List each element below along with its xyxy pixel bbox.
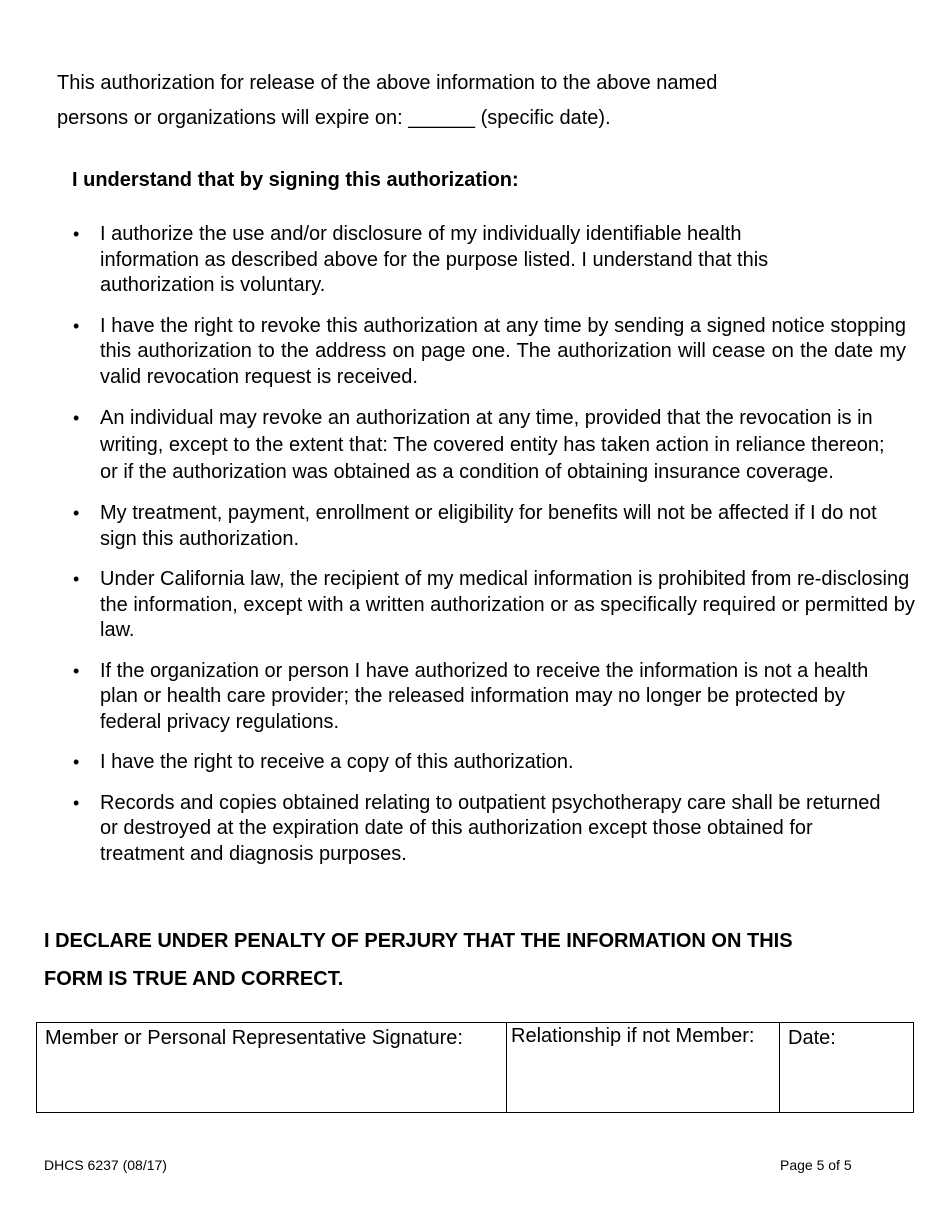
bullet-icon: • <box>73 224 80 244</box>
expiration-statement <box>57 66 877 136</box>
list-item-text: My treatment, payment, enrollment or eligibility for benefits will not be affected if I do not sign this authorization. <box>100 502 877 550</box>
relationship-field[interactable] <box>507 1023 780 1113</box>
date-label: Date: <box>788 1027 836 1049</box>
list-item <box>73 501 910 552</box>
table-row <box>37 1023 914 1113</box>
bullet-icon: • <box>73 569 80 589</box>
signature-label: Member or Personal Representative Signature: <box>45 1027 463 1049</box>
list-item-text: I authorize the use and/or disclosure of my individually identifiable health information as described above for the purpose listed. I understand that this authorization is voluntary. <box>100 223 769 296</box>
authorization-terms-list <box>73 222 915 882</box>
declaration-line-1: I DECLARE UNDER PENALTY OF PERJURY THAT THE INFORMATION ON THIS <box>44 930 793 952</box>
page-number: Page 5 of 5 <box>780 1157 852 1173</box>
expiration-line-1: This authorization for release of the above information to the above named <box>57 72 718 94</box>
bullet-icon: • <box>73 792 80 813</box>
form-id: DHCS 6237 (08/17) <box>44 1157 167 1173</box>
date-field[interactable] <box>780 1023 914 1113</box>
list-item <box>73 222 830 299</box>
bullet-icon: • <box>73 503 80 523</box>
list-item <box>73 659 900 736</box>
bullet-icon: • <box>73 408 80 428</box>
list-item <box>73 405 890 486</box>
list-item-text: Records and copies obtained relating to outpatient psychotherapy care shall be returned or destroyed at the expiration date of this authorization except those obtained for treatment and diagnosis purposes. <box>100 791 881 865</box>
expiration-line-2: persons or organizations will expire on: ______ (specific date). <box>57 107 611 129</box>
list-item-text: If the organization or person I have authorized to receive the information is not a health plan or health care provider; the released information may no longer be protected by federal privacy regulations. <box>100 659 869 733</box>
understand-heading: I understand that by signing this authorization: <box>72 169 519 191</box>
relationship-label: Relationship if not Member: <box>511 1025 755 1047</box>
bullet-icon: • <box>73 315 80 336</box>
list-item-text: I have the right to receive a copy of this authorization. <box>100 751 574 773</box>
bullet-icon: • <box>73 660 80 681</box>
signature-field[interactable] <box>37 1023 507 1113</box>
list-item <box>73 791 900 868</box>
list-item <box>73 750 906 776</box>
list-item <box>73 314 906 391</box>
list-item <box>73 567 915 644</box>
list-item-text: An individual may revoke an authorization at any time, provided that the revocation is in writing, except to the extent that: The covered entity has taken action in reliance thereon; or if the authorization was obtained as a condition of obtaining insurance coverage. <box>100 407 885 483</box>
list-item-text: I have the right to revoke this authorization at any time by sending a signed notice stopping this authorization to the address on page one. The authorization will cease on the date my valid revocation request is received. <box>100 314 906 388</box>
perjury-declaration <box>44 922 924 998</box>
list-item-text: Under California law, the recipient of my medical information is prohibited from re-disclosing the information, except with a written authorization or as specifically required or permitted by law. <box>100 568 915 641</box>
signature-table <box>36 1022 914 1113</box>
bullet-icon: • <box>73 752 80 772</box>
declaration-line-2: FORM IS TRUE AND CORRECT. <box>44 968 344 990</box>
